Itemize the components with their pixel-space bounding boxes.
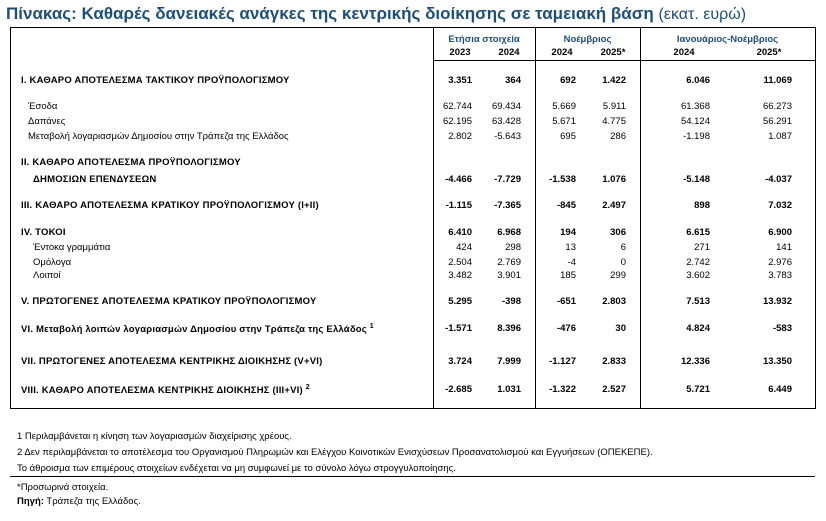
table-cell: 2.802	[448, 131, 472, 142]
row-label: V. ΠΡΩΤΟΓΕΝΕΣ ΑΠΟΤΕΛΕΣΜΑ ΚΡΑΤΙΚΟΥ ΠΡΟΫΠΟΛΟΓΙΣΜΟΥ	[21, 296, 317, 307]
table-cell: 1.076	[602, 174, 626, 185]
table-cell: -7.365	[494, 200, 521, 211]
table-cell: 62.744	[442, 101, 472, 112]
table-cell: 692	[560, 75, 576, 86]
table-cell: 5.721	[686, 384, 710, 395]
table-cell: 62.195	[442, 116, 472, 127]
table-cell: 54.124	[680, 116, 710, 127]
table-cell: -4.037	[765, 174, 792, 185]
table-cell: 286	[610, 131, 626, 142]
source-note: Πηγή: Τράπεζα της Ελλάδος.	[17, 496, 141, 507]
row-label: VI. Μεταβολή λοιπών λογαριασμών Δημοσίου στην Τράπεζα της Ελλάδος $^1$	[21, 323, 374, 336]
table-cell: 4.775	[602, 116, 626, 127]
table-cell: 1.422	[602, 75, 626, 86]
table-cell: 3.901	[497, 270, 521, 281]
title-unit: (εκατ. ευρώ)	[658, 6, 747, 23]
table-cell: 695	[560, 131, 576, 142]
table-cell: 2.504	[448, 257, 472, 268]
table-cell: 6.968	[497, 227, 521, 238]
table-cell: 1.031	[497, 384, 521, 395]
table-cell: 298	[505, 242, 521, 253]
footnote-marker: 1	[369, 323, 374, 330]
table-cell: -2.685	[445, 384, 472, 395]
header-group-november: Νοέμβριος	[563, 34, 612, 45]
table-cell: -583	[772, 323, 792, 334]
row-label: I. ΚΑΘΑΡΟ ΑΠΟΤΕΛΕΣΜΑ ΤΑΚΤΙΚΟΥ ΠΡΟΫΠΟΛΟΓΙΣΜΟΥ	[21, 75, 290, 86]
table-cell: 2.833	[602, 356, 626, 367]
table-cell: 2.803	[602, 296, 626, 307]
table-cell: 6.410	[448, 227, 472, 238]
table-cell: 141	[776, 242, 792, 253]
header-year: 2024	[551, 47, 573, 58]
table-cell: 2.497	[602, 200, 626, 211]
table-cell: 7.032	[768, 200, 792, 211]
table-cell: 63.428	[491, 116, 521, 127]
table-cell: 6.449	[768, 384, 792, 395]
row-label: III. ΚΑΘΑΡΟ ΑΠΟΤΕΛΕΣΜΑ ΚΡΑΤΙΚΟΥ ΠΡΟΫΠΟΛΟΓΙΣΜΟΥ (I+II)	[21, 200, 319, 211]
table-cell: -4.466	[445, 174, 472, 185]
table-cell: -845	[556, 200, 576, 211]
row-label: IV. ΤΟΚΟΙ	[21, 227, 66, 238]
table-cell: -1.127	[549, 356, 576, 367]
table-cell: -1.115	[445, 200, 472, 211]
row-label: II. ΚΑΘΑΡΟ ΑΠΟΤΕΛΕΣΜΑ ΠΡΟΫΠΟΛΟΓΙΣΜΟΥ	[21, 157, 241, 168]
table-cell: -1.198	[683, 131, 710, 142]
table-cell: 11.069	[763, 75, 792, 86]
table-cell: 2.742	[686, 257, 710, 268]
table-right-border	[815, 27, 816, 409]
provisional-note: *Προσωρινά στοιχεία.	[17, 482, 109, 493]
row-label: VII. ΠΡΩΤΟΓΕΝΕΣ ΑΠΟΤΕΛΕΣΜΑ ΚΕΝΤΡΙΚΗΣ ΔΙΟΙΚΗΣΗΣ (V+VI)	[21, 356, 323, 367]
table-bottom-border	[10, 408, 815, 409]
header-year: 2025*	[756, 47, 782, 58]
table-cell: 61.368	[680, 101, 710, 112]
table-cell: 3.724	[448, 356, 472, 367]
header-top-border	[10, 27, 815, 28]
row-label: Έντοκα γραμμάτια	[33, 242, 111, 253]
table-cell: -5.643	[494, 131, 521, 142]
table-cell: -4	[567, 257, 576, 268]
table-cell: 0	[620, 257, 626, 268]
column-separator	[640, 27, 641, 409]
row-label: Μεταβολή λογαριασμών Δημοσίου στην Τράπεζα της Ελλάδος	[28, 131, 289, 142]
table-cell: 5.671	[552, 116, 576, 127]
table-cell: -1.571	[445, 323, 472, 334]
table-cell: -7.729	[494, 174, 521, 185]
table-cell: 30	[615, 323, 626, 334]
table-cell: -476	[556, 323, 576, 334]
table-left-border	[10, 27, 11, 409]
table-cell: 5.911	[602, 101, 626, 112]
row-label: Ομόλογα	[33, 257, 72, 268]
table-cell: 2.976	[768, 257, 792, 268]
row-label: Έσοδα	[28, 101, 58, 112]
table-cell: -1.322	[549, 384, 576, 395]
header-year: 2025*	[600, 47, 626, 58]
table-cell: 13	[565, 242, 576, 253]
table-cell: -1.538	[549, 174, 576, 185]
header-year: 2024	[673, 47, 695, 58]
table-cell: 13.932	[762, 296, 792, 307]
header-year: 2023	[449, 47, 471, 58]
header-bottom-border	[433, 60, 815, 61]
table-cell: 5.295	[448, 296, 472, 307]
footnote-marker: 2	[305, 384, 310, 391]
table-cell: 6.900	[768, 227, 792, 238]
footnote-2: 2 Δεν περιλαμβάνεται το αποτέλεσμα του Οργανισμού Πληρωμών και Ελέγχου Κοινοτικών Ενισχύσεων Προσανατολισμού και Εγγυήσεων (ΟΠΕΚΕΠΕ).	[17, 447, 653, 458]
title-main: Πίνακας: Καθαρές δανειακές ανάγκες της κεντρικής διοίκησης σε ταμειακή βάση	[6, 4, 654, 23]
table-cell: 898	[694, 200, 710, 211]
table-cell: 3.602	[686, 270, 710, 281]
row-label: Δαπάνες	[28, 116, 66, 127]
notes-divider	[10, 476, 815, 477]
row-label-continued: ΔΗΜΟΣΙΩΝ ΕΠΕΝΔΥΣΕΩΝ	[33, 174, 157, 185]
table-cell: 364	[505, 75, 521, 86]
footnote-1: 1 Περιλαμβάνεται η κίνηση των λογαριασμών διαχείρισης χρέους.	[17, 431, 292, 442]
table-cell: 299	[610, 270, 626, 281]
table-cell: 271	[694, 242, 710, 253]
table-cell: 194	[560, 227, 576, 238]
table-cell: 424	[456, 242, 472, 253]
table-cell: -651	[556, 296, 576, 307]
header-year: 2024	[498, 47, 520, 58]
table-cell: 185	[560, 270, 576, 281]
table-cell: 69.434	[491, 101, 521, 112]
table-cell: 3.482	[448, 270, 472, 281]
table-cell: 5.669	[552, 101, 576, 112]
rounding-note: Το άθροισμα των επιμέρους στοιχείων ενδέχεται να μη συμφωνεί με το σύνολο λόγω στρογγυλοποίησης.	[17, 463, 456, 474]
table-cell: 12.336	[680, 356, 710, 367]
table-cell: 66.273	[762, 101, 792, 112]
header-group-jan-nov: Ιανουάριος-Νοέμβριος	[676, 34, 779, 45]
table-cell: 2.769	[497, 257, 521, 268]
table-cell: 1.087	[768, 131, 792, 142]
table-cell: -398	[501, 296, 521, 307]
row-label: VIII. ΚΑΘΑΡΟ ΑΠΟΤΕΛΕΣΜΑ ΚΕΝΤΡΙΚΗΣ ΔΙΟΙΚΗΣΗΣ (III+VI) $^2$	[21, 384, 310, 397]
table-cell: 56.291	[762, 116, 792, 127]
table-cell: 6	[620, 242, 626, 253]
table-cell: 13.350	[762, 356, 792, 367]
table-cell: 4.824	[686, 323, 710, 334]
table-cell: -5.148	[683, 174, 710, 185]
table-cell: 8.396	[497, 323, 521, 334]
table-cell: 2.527	[602, 384, 626, 395]
table-cell: 6.046	[686, 75, 710, 86]
table-cell: 3.351	[448, 75, 472, 86]
header-group-annual: Ετήσια στοιχεία	[448, 34, 520, 45]
table-cell: 3.783	[768, 270, 792, 281]
table-cell: 7.513	[686, 296, 710, 307]
page-title	[6, 4, 746, 24]
table-cell: 306	[610, 227, 626, 238]
row-label: Λοιποί	[33, 270, 61, 281]
table-cell: 7.999	[497, 356, 521, 367]
table-cell: 6.615	[686, 227, 710, 238]
